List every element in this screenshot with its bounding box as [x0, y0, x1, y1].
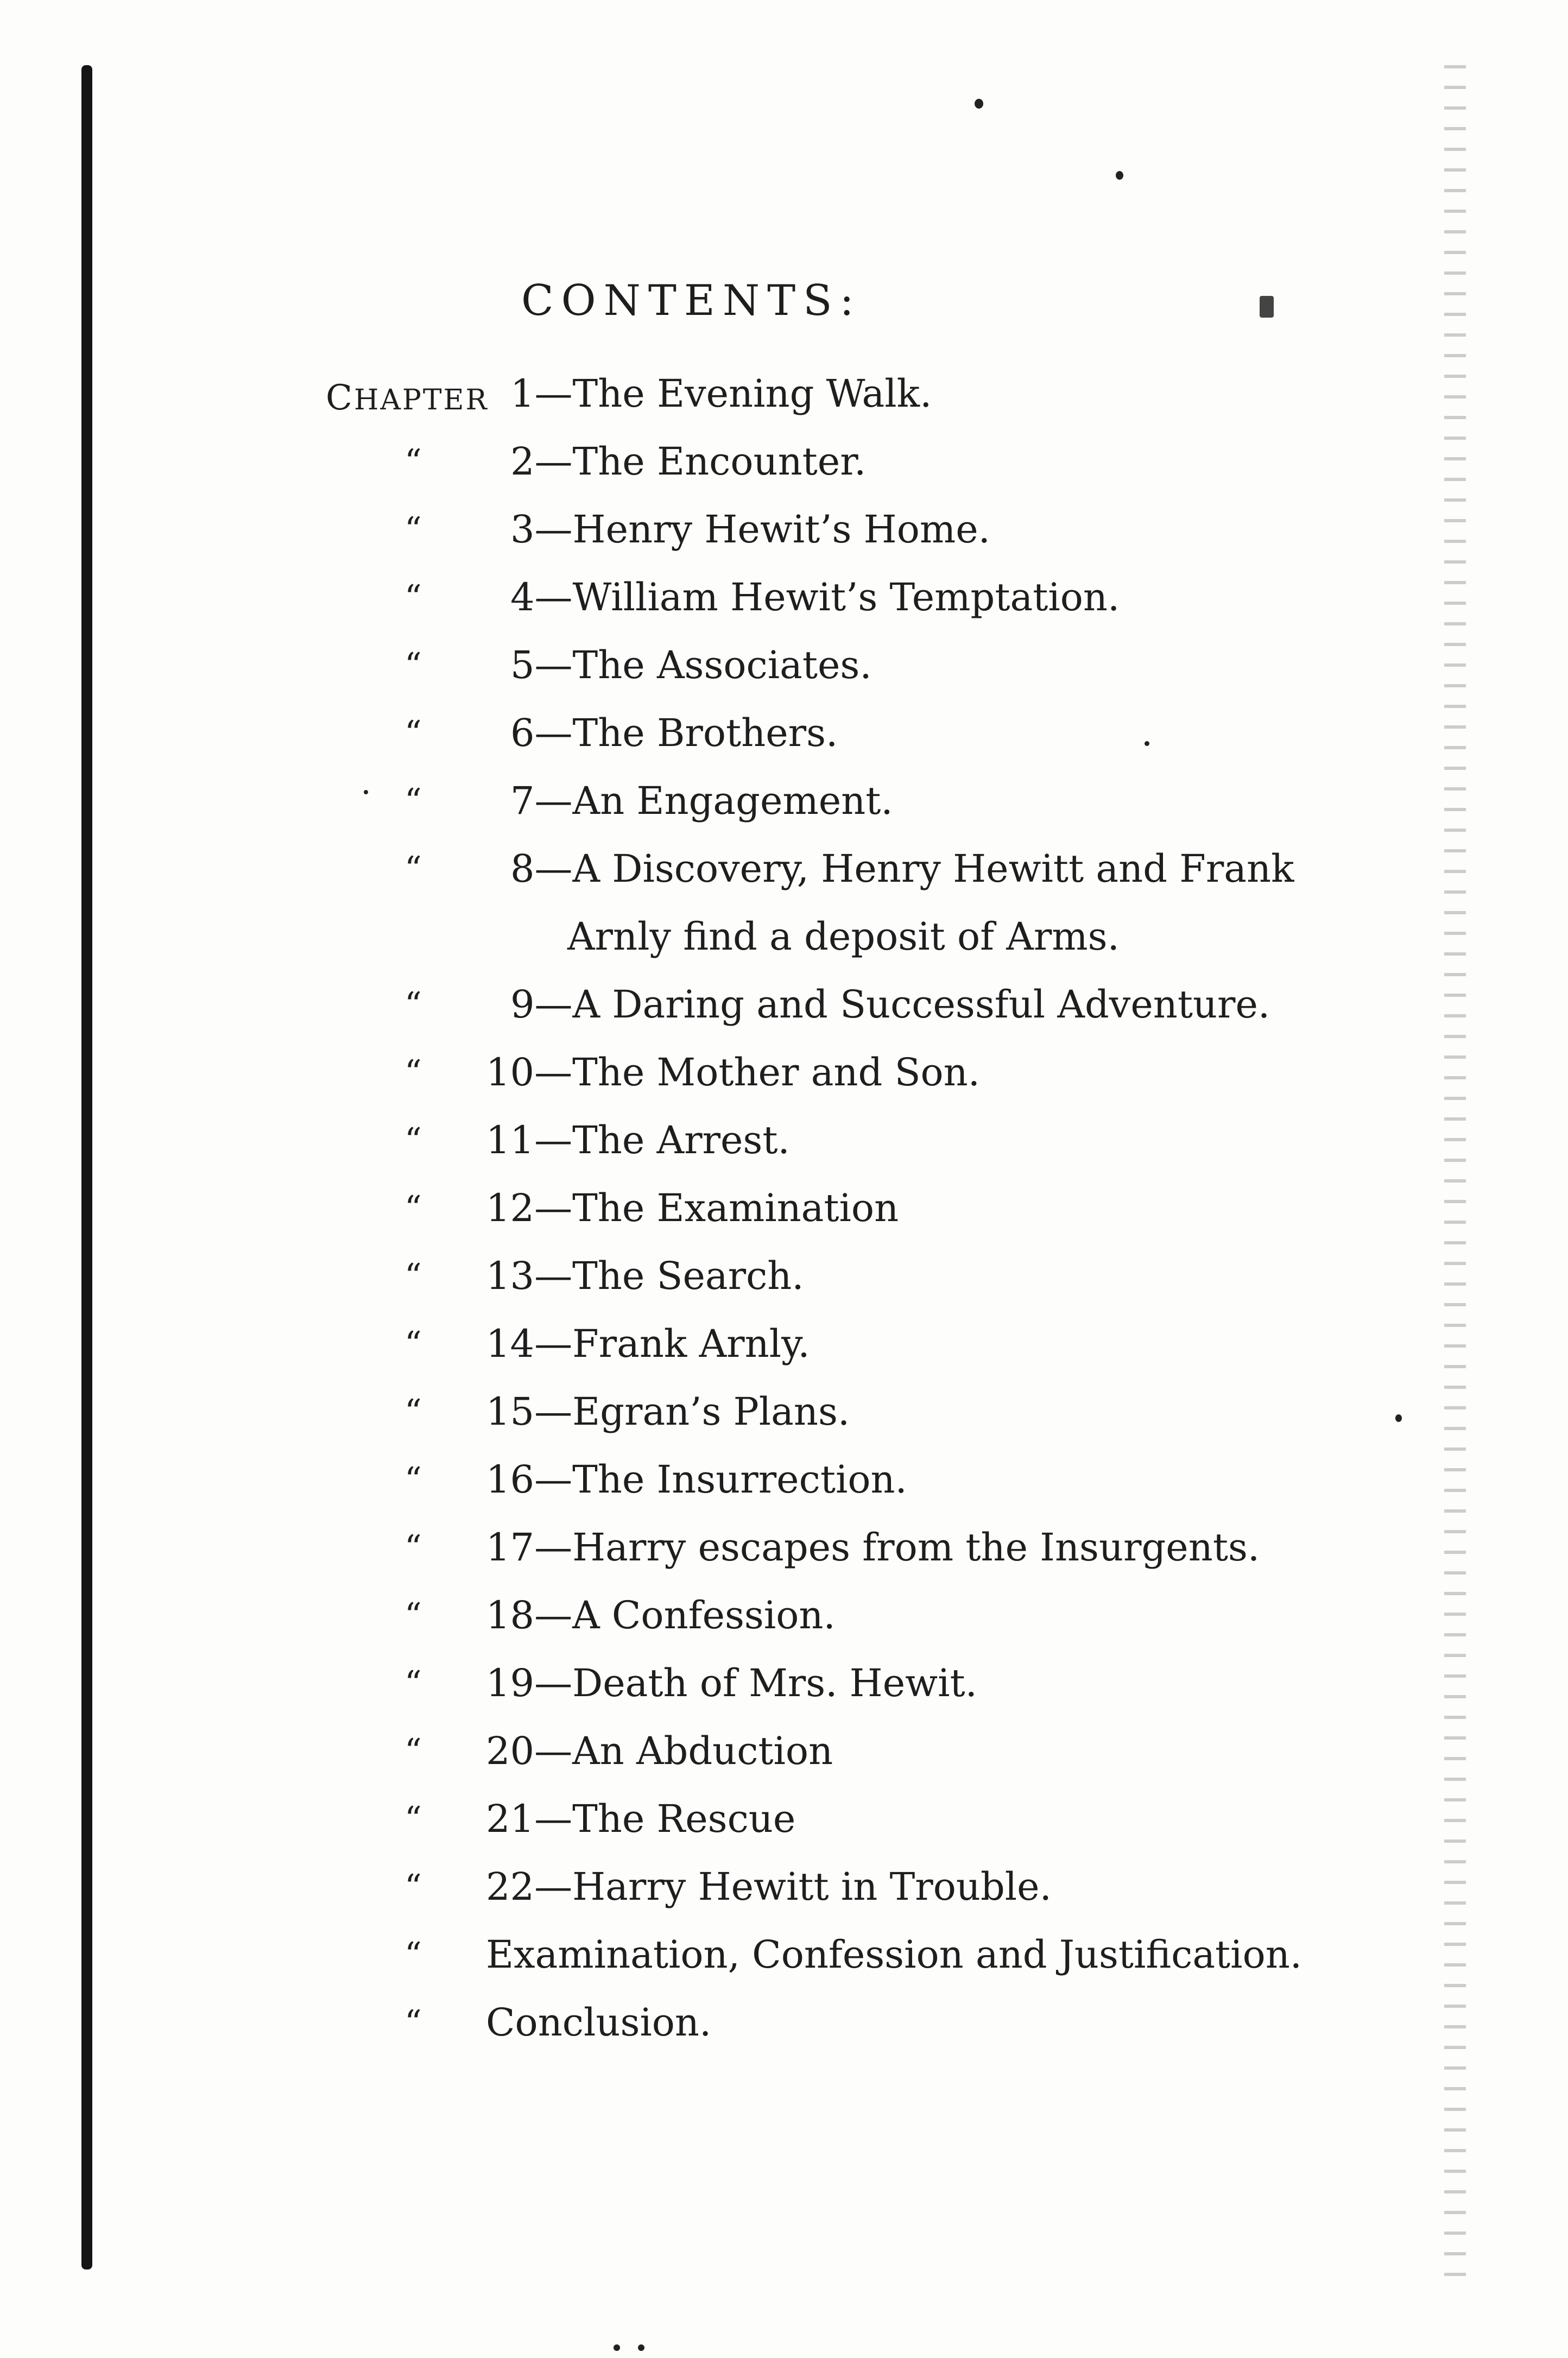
toc-entry-title: 19—Death of Mrs. Hewit. — [486, 1661, 977, 1705]
toc-entry — [0, 570, 1303, 624]
toc-entry — [0, 1045, 1303, 1099]
ditto-mark: “ — [404, 1663, 422, 1703]
toc-entry — [0, 1588, 1303, 1642]
toc-entry-title: 2—The Encounter. — [510, 439, 867, 484]
ditto-mark: “ — [404, 1392, 422, 1431]
toc-entry — [0, 774, 1303, 828]
page-edge — [1444, 65, 1466, 2291]
toc-entry-title: 9—A Daring and Successful Adventure. — [510, 982, 1270, 1027]
contents-heading: CONTENTS: — [521, 276, 862, 325]
toc-entry — [0, 1995, 1303, 2050]
toc-entry — [0, 706, 1303, 760]
toc-entry — [0, 1385, 1303, 1439]
toc-entry — [0, 1724, 1303, 1778]
toc-entry-title: 3—Henry Hewit’s Home. — [510, 507, 990, 552]
toc-entry-title: Examination, Confession and Justification. — [486, 1932, 1303, 1977]
ditto-mark: “ — [404, 441, 422, 481]
ditto-mark: “ — [404, 1799, 422, 1838]
toc-entry-title: 21—The Rescue — [486, 1797, 796, 1841]
toc-entry-title: 14—Frank Arnly. — [486, 1322, 810, 1366]
toc-entry — [0, 1249, 1303, 1303]
toc-entry-title: 11—The Arrest. — [486, 1118, 790, 1162]
ditto-mark: “ — [404, 577, 422, 617]
ditto-mark: “ — [404, 984, 422, 1024]
toc-entry — [0, 977, 1303, 1032]
toc-entry-continuation: Arnly find a deposit of Arms. — [567, 914, 1120, 959]
ditto-mark: “ — [404, 2002, 422, 2042]
toc-entry-title: 1—The Evening Walk. — [510, 371, 932, 416]
toc-entry-title: 8—A Discovery, Henry Hewitt and Frank — [510, 846, 1294, 891]
toc-entry — [0, 1927, 1303, 1982]
toc-entry-title: 12—The Examination — [486, 1186, 899, 1230]
ditto-mark: “ — [404, 1935, 422, 1974]
ditto-mark: “ — [404, 1324, 422, 1363]
chapter-label: CHAPTER — [326, 378, 489, 418]
ditto-mark: “ — [404, 1052, 422, 1092]
ditto-mark: “ — [404, 849, 422, 888]
toc-entry-title: 7—An Engagement. — [510, 779, 893, 823]
ditto-mark: “ — [404, 1120, 422, 1160]
toc-entry — [0, 842, 1303, 896]
toc-entry — [0, 1452, 1303, 1507]
toc-entry — [0, 1181, 1303, 1235]
ditto-mark: “ — [404, 713, 422, 753]
ditto-mark: “ — [404, 1731, 422, 1771]
toc-entry-title: 20—An Abduction — [486, 1729, 833, 1773]
ditto-mark: “ — [404, 509, 422, 549]
toc-entry-title: 16—The Insurrection. — [486, 1457, 907, 1502]
toc-entry — [0, 1792, 1303, 1846]
toc-entry-title: 13—The Search. — [486, 1254, 804, 1298]
toc-entry-title: 22—Harry Hewitt in Trouble. — [486, 1864, 1052, 1909]
ditto-mark: “ — [404, 645, 422, 685]
toc-entry — [0, 1317, 1303, 1371]
toc-entry — [0, 1520, 1303, 1575]
toc-entry-title: 15—Egran’s Plans. — [486, 1389, 850, 1434]
toc-entry — [0, 1860, 1303, 1914]
toc-entry-title: 4—William Hewit’s Temptation. — [510, 575, 1120, 619]
toc-entry-title: 6—The Brothers. — [510, 711, 838, 755]
ditto-mark: “ — [404, 1595, 422, 1635]
toc-entry — [0, 1113, 1303, 1167]
ditto-mark: “ — [404, 1459, 422, 1499]
toc-entry-title: 18—A Confession. — [486, 1593, 836, 1638]
ditto-mark: “ — [404, 1527, 422, 1567]
toc-entry — [0, 1656, 1303, 1710]
toc-entry-title: Conclusion. — [486, 2000, 712, 2045]
toc-entry-title: 10—The Mother and Son. — [486, 1050, 980, 1095]
ditto-mark: “ — [404, 1188, 422, 1228]
toc-entry-title: 5—The Associates. — [510, 643, 872, 687]
toc-entry — [0, 638, 1303, 692]
ditto-mark: “ — [404, 1256, 422, 1295]
toc-entry — [0, 502, 1303, 557]
ditto-mark: “ — [404, 781, 422, 820]
ditto-mark: “ — [404, 1867, 422, 1906]
toc-entry — [0, 366, 1303, 421]
toc-entry-title: 17—Harry escapes from the Insurgents. — [486, 1525, 1260, 1570]
toc-entry — [0, 434, 1303, 489]
